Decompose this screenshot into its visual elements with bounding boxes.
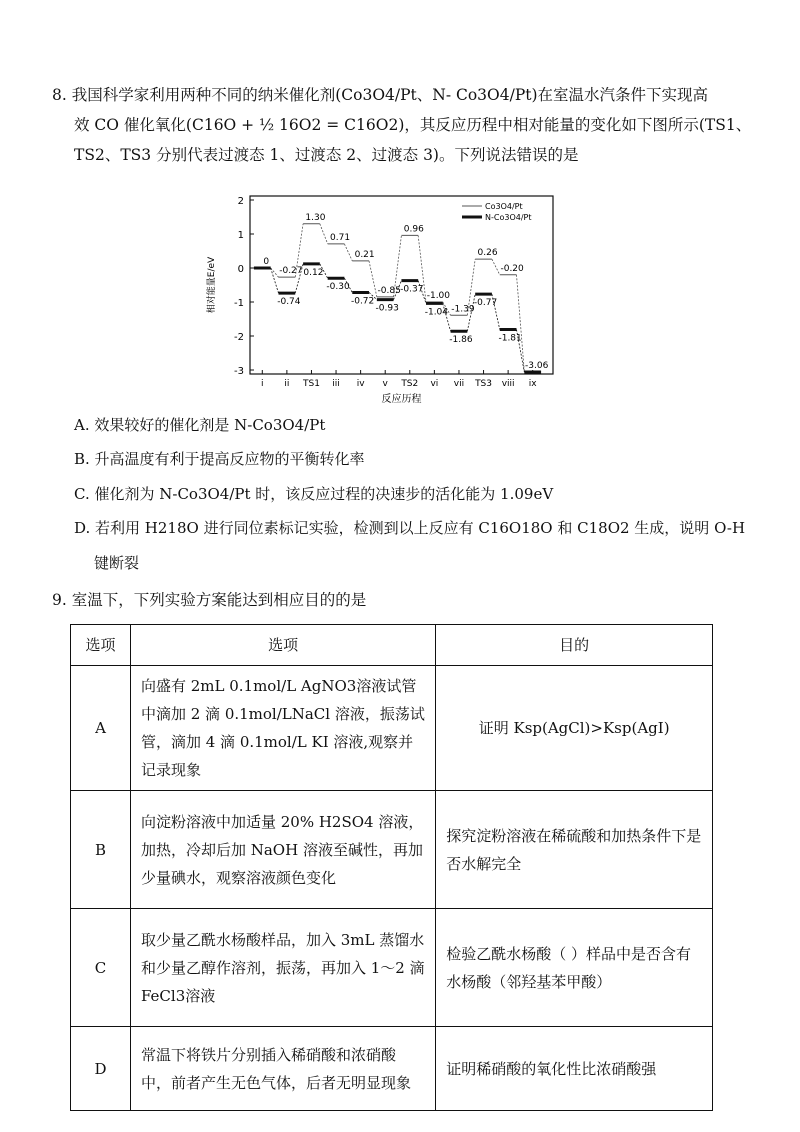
x-tick-label: ii [284, 379, 290, 389]
x-tick-label: TS3 [475, 379, 493, 389]
x-tick-label: iv [356, 379, 365, 389]
connector [271, 268, 279, 293]
q8-option-b: B. 升高温度有利于提高反应物的平衡转化率 [74, 450, 365, 468]
data-label: 0.21 [354, 249, 375, 260]
row-goal: 证明 Ksp(AgCl)>Ksp(AgI) [436, 666, 713, 791]
q8-option-d: D. 若利用 H218O 进行同位素标记实验，检测到以上反应有 C16O18O 和 C18O2 生成，说明 O-H [74, 519, 746, 537]
row-plan: 取少量乙酰水杨酸样品，加入 3mL 蒸馏水和少量乙醇作溶剂，振荡，再加入 1～2 滴 FeCl3溶液 [130, 909, 435, 1027]
energy-profile-chart [200, 188, 580, 410]
legend-label: N-Co3O4/Pt [485, 213, 532, 222]
q8-line2: 效 CO 催化氧化(C16O + ½ 16O2 = C16O2)，其反应历程中相对能量的变化如下图所示(TS1、 [74, 116, 752, 134]
x-tick-label: v [382, 379, 388, 389]
y-axis-label: 相对能量E/eV [207, 256, 217, 314]
data-label: -0.93 [375, 303, 399, 314]
x-tick-label: vii [453, 379, 465, 389]
table-row [71, 791, 713, 909]
data-label: -0.72 [350, 296, 375, 307]
table-row [71, 909, 713, 1027]
x-tick-label: TS2 [401, 379, 419, 389]
table-row [71, 666, 713, 791]
q8-option-d-cont: 键断裂 [94, 554, 140, 572]
connector [369, 261, 377, 297]
data-label: -0.20 [500, 263, 524, 274]
q8-option-a: A. 效果较好的催化剂是 N-Co3O4/Pt [74, 416, 326, 434]
x-tick-label: viii [501, 379, 515, 389]
data-label: -1.86 [449, 335, 473, 346]
data-label: -1.81 [498, 333, 522, 344]
question-8 [52, 80, 752, 170]
question-9-title: 9. 室温下，下列实验方案能达到相应目的的是 [52, 591, 367, 609]
connector [320, 224, 328, 244]
row-key: C [71, 909, 131, 1027]
y-tick-label: 2 [237, 196, 244, 207]
data-label: -0.77 [473, 298, 498, 309]
y-tick-label: 0 [237, 264, 244, 275]
data-label: 0 [263, 257, 270, 267]
header-plan: 选项 [130, 625, 435, 666]
data-label: -0.74 [277, 297, 301, 308]
data-label: -3.06 [525, 361, 549, 372]
data-label: 1.30 [305, 212, 326, 223]
x-tick-label: i [261, 379, 264, 389]
x-axis-label: 反应历程 [381, 394, 422, 405]
connector [516, 275, 524, 372]
x-tick-label: ix [528, 379, 537, 389]
y-tick-label: -2 [234, 332, 244, 343]
experiment-table [70, 624, 713, 1111]
row-goal: 检验乙酰水杨酸（ ）样品中是否含有水杨酸（邻羟基苯甲酸） [436, 909, 713, 1027]
data-label: -1.04 [424, 307, 449, 318]
q8-option-c: C. 催化剂为 N-Co3O4/Pt 时，该反应过程的决速步的活化能为 1.09eV [74, 485, 554, 503]
row-key: D [71, 1027, 131, 1111]
x-tick-label: vi [430, 379, 439, 389]
row-goal: 探究淀粉溶液在稀硫酸和加热条件下是否水解完全 [436, 791, 713, 909]
row-plan: 向淀粉溶液中加适量 20% H2SO4 溶液，加热，冷却后加 NaOH 溶液至碱性，再加少量碘水，观察溶液颜色变化 [130, 791, 435, 909]
q8-line3: TS2、TS3 分别代表过渡态 1、过渡态 2、过渡态 3)。下列说法错误的是 [74, 146, 579, 164]
data-label: -0.37 [400, 284, 424, 295]
row-plan: 常温下将铁片分别插入稀硝酸和浓硝酸中，前者产生无色气体，后者无明显现象 [130, 1027, 435, 1111]
data-label: -1.39 [451, 304, 475, 315]
row-goal: 证明稀硝酸的氧化性比浓硝酸强 [436, 1027, 713, 1111]
data-label: -1.00 [426, 291, 451, 301]
data-label: -0.30 [326, 282, 350, 293]
row-plan: 向盛有 2mL 0.1mol/L AgNO3溶液试管中滴加 2 滴 0.1mol/LNaCl 溶液，振荡试管，滴加 4 滴 0.1mol/L KI 溶液,观察并记录现象 [130, 666, 435, 791]
data-label: 0.26 [477, 248, 498, 259]
data-label: 0.12 [303, 267, 324, 278]
y-tick-label: -1 [234, 298, 244, 309]
data-label: 0.96 [403, 224, 424, 235]
q8-line1: 8. 我国科学家利用两种不同的纳米催化剂(Co3O4/Pt、N- Co3O4/Pt)在室温水汽条件下实现高 [52, 86, 709, 104]
table-header-row [71, 625, 713, 666]
y-tick-label: 1 [237, 230, 244, 241]
row-key: A [71, 666, 131, 791]
x-tick-label: TS1 [302, 379, 320, 389]
data-label: -0.27 [279, 266, 303, 277]
row-key: B [71, 791, 131, 909]
legend-label: Co3O4/Pt [485, 202, 523, 211]
y-tick-label: -3 [234, 366, 244, 377]
table-row [71, 1027, 713, 1111]
series-n-co3o4-pt [254, 264, 541, 372]
data-label: -0.85 [377, 285, 401, 296]
x-tick-label: iii [332, 379, 340, 389]
data-label: 0.71 [330, 232, 351, 243]
connector [492, 259, 500, 275]
header-goal: 目的 [436, 625, 713, 666]
connector [344, 244, 352, 261]
header-key: 选项 [71, 625, 131, 666]
